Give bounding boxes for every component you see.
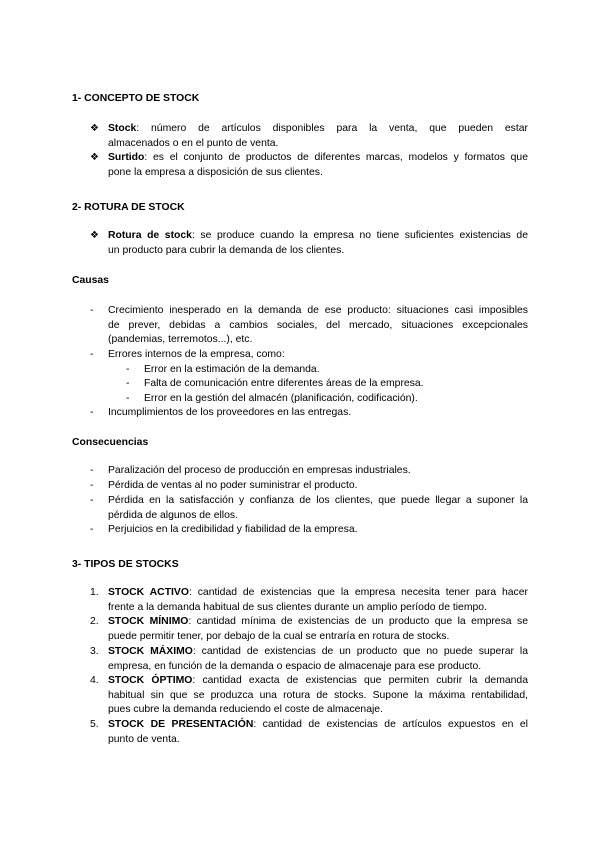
section-heading-concepto: 1- CONCEPTO DE STOCK: [72, 93, 200, 104]
subheading-consecuencias: Consecuencias: [72, 437, 149, 448]
dash-bullet-icon: -: [90, 495, 94, 506]
section-heading-tipos: 3- TIPOS DE STOCKS: [72, 559, 179, 570]
section-heading-rotura: 2- ROTURA DE STOCK: [72, 202, 185, 213]
dash-bullet-icon: -: [90, 407, 94, 418]
diamond-bullet-icon: ❖: [90, 152, 99, 163]
dash-bullet-icon: -: [90, 305, 94, 316]
dash-bullet-icon: -: [90, 465, 94, 476]
diamond-bullet-icon: ❖: [90, 123, 99, 134]
document-page: 1- CONCEPTO DE STOCK ❖ Stock: número de artículos disponibles para la venta, que pueden estar almacenados o en el punto de venta. ❖ Surtido: es el conjunto de productos de diferentes marcas, modelos y formatos que pone la empresa a disposición de sus clientes. 2- ROTURA DE STOCK ❖ Rotura de stock: se produce cuando la empresa no tiene suficientes existencias de un producto para cubrir la demanda de los clientes. Causas - Crecimiento inesperado en la demanda de ese producto: situaciones casi imposibles de prever, debidas a cambios sociales, del mercado, situaciones excepcionales (pandemias, terremotos...), etc. - Errores internos de la empresa, como: - Error en la estimación de la demanda. - Falta de comunicación entre diferentes áreas de la empresa. - Error en la gestión del almacén (planificación, codificación). - Incumplimientos de los proveedores en las entregas. Consecuencias - Paralización del proceso de producción en empresas industriales. - Pérdida de ventas al no poder suministrar el producto. - Pérdida en la satisfacción y confianza de los clientes, que puede llegar a suponer la pérdida de algunos de ellos. - Perjuicios en la credibilidad y fiabilidad de la empresa. 3- TIPOS DE STOCKS 1. STOCK ACTIVO: cantidad de existencias que la empresa necesita tener para hacer frente a la demanda habitual de sus clientes durante un amplio período de tiempo. 2. STOCK MÍNIMO: cantidad mínima de existencias de un producto que la empresa se puede permitir tener, por debajo de la cual se entraría en rotura de stocks. 3. STOCK MÁXIMO: cantidad de existencias de un producto que no puede superar la empresa, en función de la demanda o espacio de almacenaje para ese producto. 4. STOCK ÓPTIMO: cantidad exacta de existencias que permiten cubrir la demanda habitual sin que se produzca una rotura de stocks. Supone la máxima rentabilidad, pues cubre la demanda reduciendo el coste de almacenaje. 5. STOCK DE PRESENTACIÓN: cantidad de existencias de artículos expuestos en el punto de venta.: [72, 93, 529, 745]
dash-bullet-icon: -: [126, 378, 130, 389]
dash-bullet-icon: -: [126, 364, 130, 375]
term-stock-presentacion: STOCK DE PRESENTACIÓN: [108, 719, 254, 730]
term-stock-minimo: STOCK MÍNIMO: [108, 616, 189, 627]
term-stock-maximo: STOCK MÁXIMO: [108, 646, 193, 657]
diamond-bullet-icon: ❖: [90, 230, 99, 241]
term-stock: Stock: [108, 123, 137, 134]
term-surtido: Surtido: [108, 152, 145, 163]
dash-bullet-icon: -: [126, 393, 130, 404]
term-stock-optimo: STOCK ÓPTIMO: [108, 675, 193, 686]
dash-bullet-icon: -: [90, 480, 94, 491]
subheading-causas: Causas: [72, 275, 109, 286]
dash-bullet-icon: -: [90, 349, 94, 360]
term-stock-activo: STOCK ACTIVO: [108, 587, 189, 598]
dash-bullet-icon: -: [90, 524, 94, 535]
term-rotura: Rotura de stock: [108, 230, 192, 241]
